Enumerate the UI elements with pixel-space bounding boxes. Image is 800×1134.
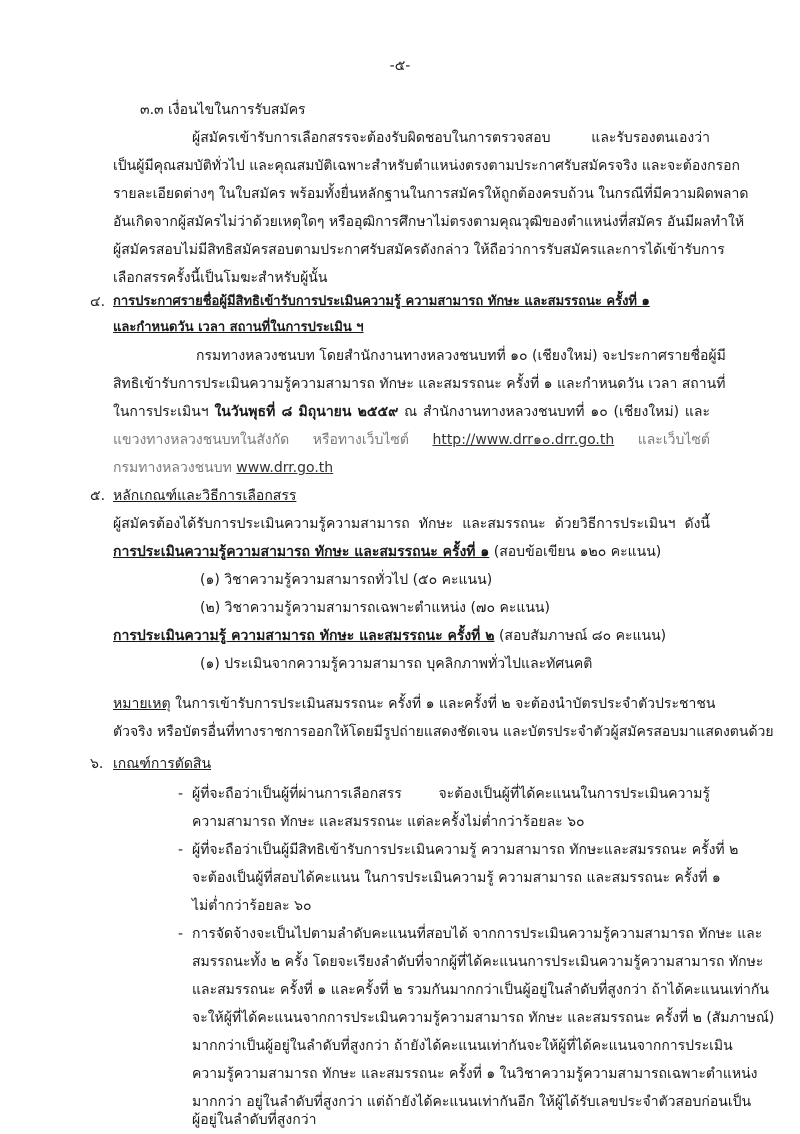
text-span: แขวงทางหลวงชนบทในสังกัด หรือทางเว็บไซต์: [113, 432, 409, 448]
bullet-line: มากกว่า อยู่ในลำดับที่สูงกว่า แต่ถ้ายังได้คะแนนเท่ากันอีก ให้ผู้ได้รับเลขประจำตัวสอบก่อนเป็น: [192, 1094, 752, 1110]
bullet-dash: -: [178, 842, 184, 858]
section-3-3-heading: ๓.๓ เงื่อนไขในการรับสมัคร: [140, 102, 306, 118]
exam-date: ในวันพุธที่ ๘ มิถุนายน ๒๕๕๙: [214, 404, 399, 420]
remark-line: ตัวจริง หรือบัตรอื่นที่ทางราชการออกให้โดยมีรูปถ่ายแสดงชัดเจน และบัตรประจำตัวผู้สมัครสอบมาแสดงตนด้วย: [113, 724, 774, 740]
text-span: ในการประเมินฯ: [113, 404, 209, 420]
bullet-dash: -: [178, 786, 184, 802]
bullet-line: ความสามารถ ทักษะ และสมรรถนะ แต่ละครั้งไม่ต่ำกว่าร้อยละ ๖๐: [192, 814, 585, 830]
bullet-line: ผู้ที่จะถือว่าเป็นผู้ที่ผ่านการเลือกสรร จะต้องเป็นผู้ที่ได้คะแนนในการประเมินความรู้: [192, 786, 710, 802]
bullet-line: การจัดจ้างจะเป็นไปตามลำดับคะแนนที่สอบได้ จากการประเมินความรู้ความสามารถ ทักษะ และ: [192, 926, 763, 942]
bullet-line: มากกว่าเป็นผู้อยู่ในลำดับที่สูงกว่า ถ้ายังได้คะแนนเท่ากันจะให้ผู้ที่ได้คะแนนจากการประเมิน: [192, 1038, 733, 1054]
text-span: ณ สำนักงานทางหลวงชนบทที่ ๑๐ (เชียงใหม่) และ: [404, 404, 711, 420]
paragraph-line: เป็นผู้มีคุณสมบัติทั่วไป และคุณสมบัติเฉพาะสำหรับตำแหน่งตรงตามประกาศรับสมัครจริง และจะต้องกรอก: [113, 158, 740, 174]
paragraph-line: ผู้สมัครเข้ารับการเลือกสรรจะต้องรับผิดชอบในการตรวจสอบ และรับรองตนเองว่า: [192, 130, 710, 146]
paragraph-line: สิทธิเข้ารับการประเมินความรู้ความสามารถ ทักษะ และสมรรถนะ ครั้งที่ ๑ และกำหนดวัน เวลา สถานที่: [113, 376, 726, 392]
round1-title: การประเมินความรู้ความสามารถ ทักษะ และสมรรถนะ ครั้งที่ ๑: [113, 544, 490, 560]
bullet-dash: -: [178, 926, 184, 942]
page-number: -๕-: [389, 58, 411, 74]
bullet-line: จะให้ผู้ที่ได้คะแนนจากการประเมินความรู้ความสามารถ ทักษะ และสมรรถนะ ครั้งที่ ๒ (สัมภาษณ์): [192, 1010, 775, 1026]
paragraph-line: รายละเอียดต่างๆ ในใบสมัคร พร้อมทั้งยื่นหลักฐานในการสมัครให้ถูกต้องครบถ้วน ในกรณีที่มีความผิดพลาด: [113, 186, 749, 202]
paragraph-line: เลือกสรรครั้งนี้เป็นโมฆะสำหรับผู้นั้น: [113, 270, 328, 286]
round2-title-line: [113, 622, 666, 650]
bullet-line: ไม่ต่ำกว่าร้อยละ ๖๐: [192, 898, 312, 914]
remark-line: [113, 690, 716, 718]
section-5-heading: หลักเกณฑ์และวิธีการเลือกสรร: [113, 488, 297, 504]
bullet-line: และสมรรถนะ ครั้งที่ ๑ และครั้งที่ ๒ รวมกันมากกว่าเป็นผู้อยู่ในลำดับที่สูงกว่า ถ้าได้คะแนนเท่ากัน: [192, 982, 769, 998]
list-item: (๒) วิชาความรู้ความสามารถเฉพาะตำแหน่ง (๗๐ คะแนน): [200, 600, 550, 616]
bullet-line: ความรู้ความสามารถ ทักษะ และสมรรถนะ ครั้งที่ ๑ ในวิชาความรู้ความสามารถเฉพาะตำแหน่ง: [192, 1066, 758, 1082]
drr-website-link[interactable]: www.drr.go.th: [236, 460, 334, 476]
round2-title: การประเมินความรู้ ความสามารถ ทักษะ และสมรรถนะ ครั้งที่ ๒: [113, 628, 495, 644]
paragraph-line: [113, 398, 710, 426]
section-6-heading: เกณฑ์การตัดสิน: [113, 756, 212, 772]
bullet-line: จะต้องเป็นผู้ที่สอบได้คะแนน ในการประเมินความรู้ ความสามารถ และสมรรถนะ ครั้งที่ ๑: [192, 870, 721, 886]
section-6-number: ๖.: [90, 756, 104, 772]
list-item: (๑) ประเมินจากความรู้ความสามารถ บุคลิกภาพทั่วไปและทัศนคติ: [200, 656, 593, 672]
section-4-heading-cont: และกำหนดวัน เวลา สถานที่ในการประเมิน ฯ: [113, 320, 364, 335]
text-span: และเว็บไซต์: [637, 432, 710, 448]
paragraph-line: [113, 454, 333, 482]
list-item: (๑) วิชาความรู้ความสามารถทั่วไป (๕๐ คะแนน): [200, 572, 493, 588]
paragraph-line: ผู้สมัครสอบไม่มีสิทธิสมัครสอบตามประกาศรับสมัครดังกล่าว ให้ถือว่าการรับสมัครและการได้เข้ารับการ: [113, 242, 725, 258]
round2-note: (สอบสัมภาษณ์ ๘๐ คะแนน): [498, 628, 667, 644]
bullet-line: ผู้ที่จะถือว่าเป็นผู้มีสิทธิเข้ารับการประเมินความรู้ ความสามารถ ทักษะและสมรรถนะ ครั้งที่ ๒: [192, 842, 739, 858]
round1-note: (สอบข้อเขียน ๑๒๐ คะแนน): [493, 544, 662, 560]
text-span: ในการเข้ารับการประเมินสมรรถนะ ครั้งที่ ๑ และครั้งที่ ๒ จะต้องนำบัตรประจำตัวประชาชน: [175, 696, 716, 712]
text-span: กรมทางหลวงชนบท: [113, 460, 232, 476]
paragraph-line: ผู้สมัครต้องได้รับการประเมินความรู้ความสามารถ ทักษะ และสมรรถนะ ด้วยวิธีการประเมินฯ ดังนี้: [113, 516, 710, 532]
section-5-number: ๕.: [90, 488, 106, 504]
paragraph-line: อันเกิดจากผู้สมัครไม่ว่าด้วยเหตุใดๆ หรืออุฒิการศึกษาไม่ตรงตามคุณวุฒิของตำแหน่งที่สมัคร อันมีผลทำให้: [113, 214, 745, 230]
paragraph-line: [113, 426, 710, 454]
regional-website-link[interactable]: http://www.drr๑๐.drr.go.th: [432, 432, 615, 448]
section-4-number: ๔.: [90, 294, 106, 310]
remark-label: หมายเหตุ: [113, 696, 171, 712]
section-4-heading: การประกาศรายชื่อผู้มีสิทธิเข้ารับการประเมินความรู้ ความสามารถ ทักษะ และสมรรถนะ ครั้งที่ ๑: [113, 294, 650, 309]
paragraph-line: กรมทางหลวงชนบท โดยสำนักงานทางหลวงชนบทที่ ๑๐ (เชียงใหม่) จะประกาศรายชื่อผู้มี: [196, 348, 726, 364]
bullet-line: ผู้อยู่ในลำดับที่สูงกว่า: [192, 1112, 317, 1128]
bullet-line: สมรรถนะทั้ง ๒ ครั้ง โดยจะเรียงลำดับที่จากผู้ที่ได้คะแนนการประเมินความรู้ความสามารถ ทักษะ: [192, 954, 764, 970]
round1-title-line: [113, 538, 661, 566]
